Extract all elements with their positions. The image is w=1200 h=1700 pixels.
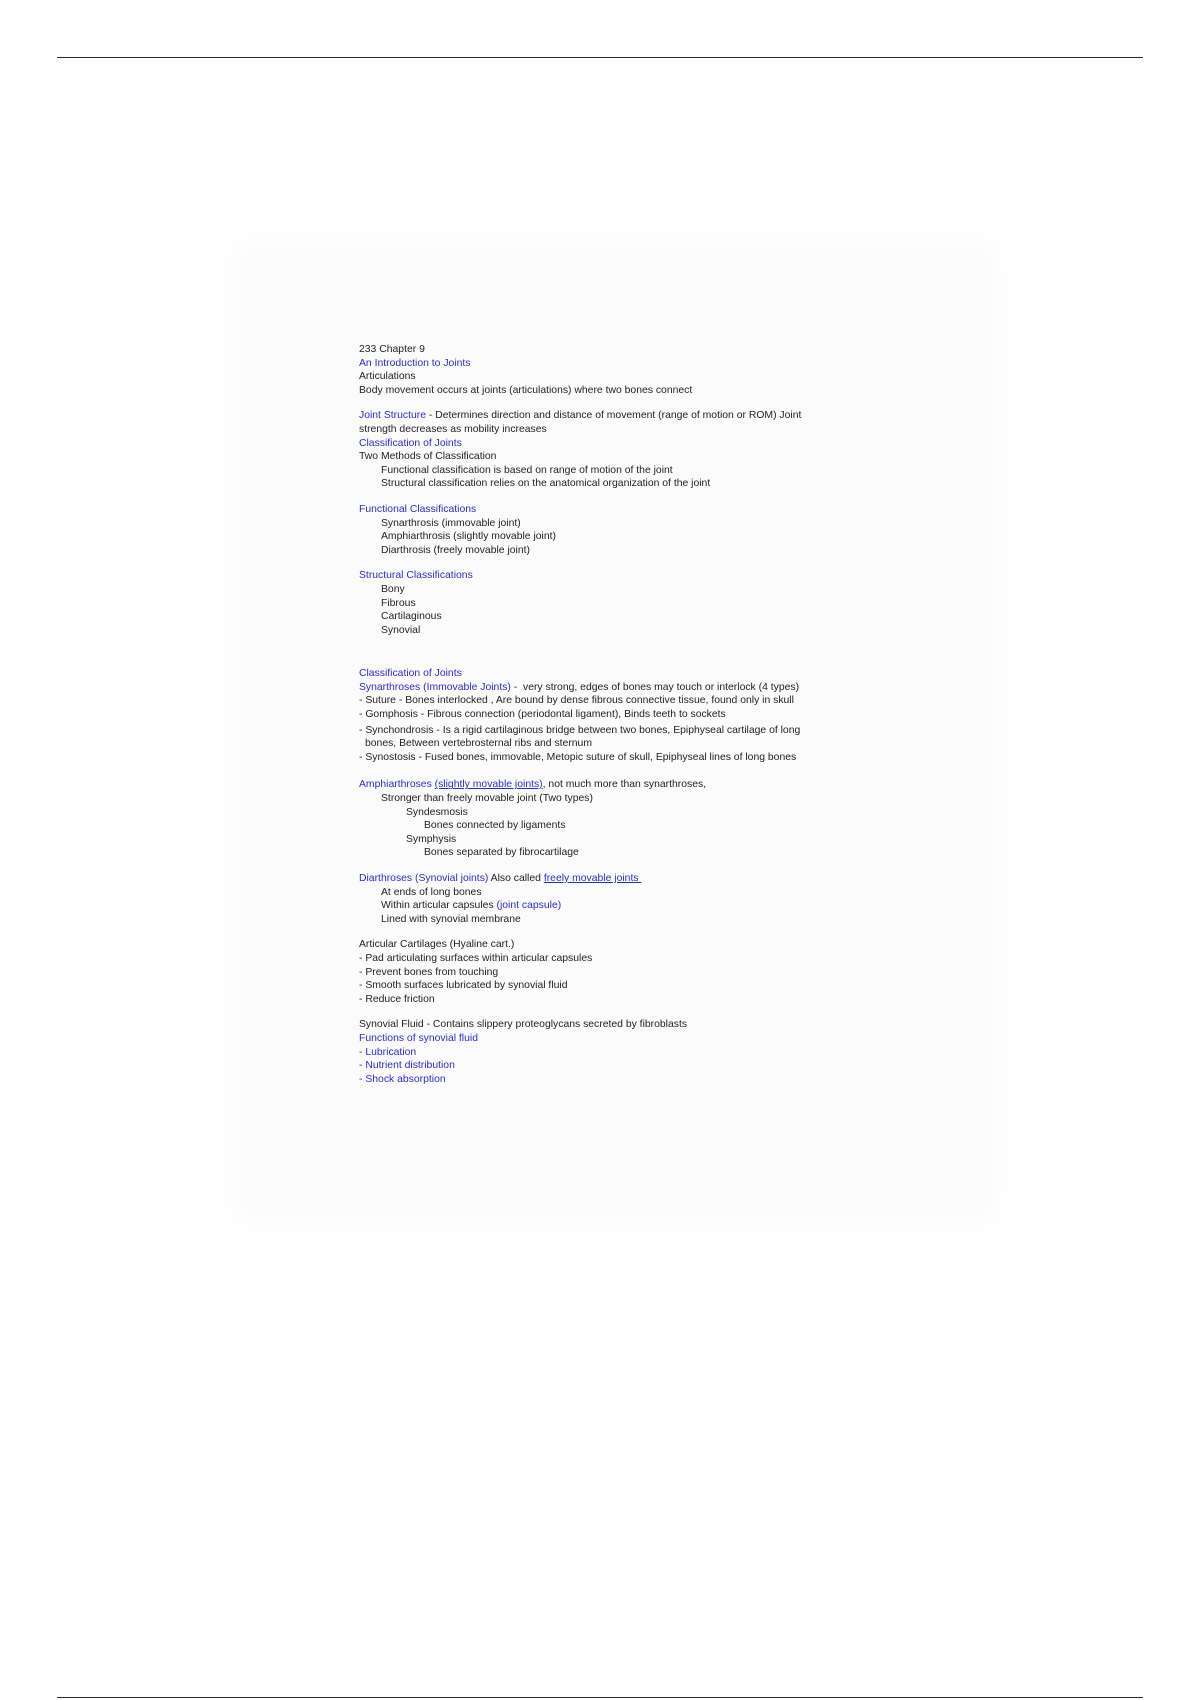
syndesmosis-desc: Bones connected by ligaments <box>424 820 566 832</box>
list-item: - Prevent bones from touching <box>359 966 499 978</box>
list-item: Fibrous <box>381 597 416 609</box>
cartilages-title: Articular Cartilages (Hyaline cart.) <box>359 939 515 951</box>
suture-line: - Suture - Bones interlocked , Are bound by dense fibrous connective tissue, found only in skull <box>359 695 794 707</box>
amphiarthroses-term: Amphiarthroses <box>359 779 435 791</box>
joint-structure-text-continued: strength decreases as mobility increases <box>359 423 547 435</box>
joint-structure-line <box>359 409 899 423</box>
list-item: - Lubrication <box>359 1046 417 1058</box>
classification-heading-2: Classification of Joints <box>359 668 462 680</box>
amphiarthroses-line <box>359 778 899 792</box>
document-body <box>359 343 899 1086</box>
amphiarthroses-desc: , not much more than synarthroses, <box>542 779 707 791</box>
diarthroses-line <box>359 872 899 886</box>
joint-structure-text: - Determines direction and distance of movement (range of motion or ROM) Joint <box>426 410 802 422</box>
list-item: - Pad articulating surfaces within articular capsules <box>359 952 593 964</box>
synchondrosis-line-continued: bones, Between vertebrosternal ribs and sternum <box>365 738 592 750</box>
synarthroses-desc: - very strong, edges of bones may touch or interlock (4 types) <box>510 681 800 693</box>
diarthroses-also: Also called <box>488 873 544 884</box>
joint-capsule-term: (joint capsule) <box>496 900 562 912</box>
list-item: - Nutrient distribution <box>359 1060 455 1072</box>
list-item: - Shock absorption <box>359 1073 446 1085</box>
diarthroses-at-ends: At ends of long bones <box>381 886 482 898</box>
classification-heading: Classification of Joints <box>359 437 462 449</box>
intro-line: Body movement occurs at joints (articulations) where two bones connect <box>359 384 693 396</box>
list-item: Amphiarthrosis (slightly movable joint) <box>381 531 556 543</box>
list-item: - Reduce friction <box>359 993 435 1005</box>
method-structural: Structural classification relies on the anatomical organization of the joint <box>381 478 711 490</box>
amphiarthroses-stronger: Stronger than freely movable joint (Two types) <box>381 793 593 805</box>
list-item: - Smooth surfaces lubricated by synovial fluid <box>359 980 568 992</box>
syndesmosis-label: Syndesmosis <box>406 806 468 818</box>
diarthroses-lined: Lined with synovial membrane <box>381 913 521 925</box>
synarthroses-term: Synarthroses (Immovable Joints) <box>359 681 511 693</box>
list-item: Synarthrosis (immovable joint) <box>381 517 521 529</box>
diarthroses-within-line <box>359 899 899 913</box>
methods-title: Two Methods of Classification <box>359 451 497 463</box>
amphiarthroses-link[interactable]: (slightly movable joints) <box>434 779 543 791</box>
list-item: Synovial <box>381 624 421 636</box>
symphysis-desc: Bones separated by fibrocartilage <box>424 847 579 859</box>
diarthroses-within: Within articular capsules <box>381 900 497 912</box>
freely-movable-link[interactable]: freely movable joints <box>543 873 642 884</box>
intro-heading: An Introduction to Joints <box>359 357 471 369</box>
list-item: Cartilaginous <box>381 611 442 623</box>
synchondrosis-line: - Synchondrosis - Is a rigid cartilaginous bridge between two bones, Epiphyseal cartilage of long <box>359 724 801 736</box>
structural-heading: Structural Classifications <box>359 570 473 582</box>
functional-heading: Functional Classifications <box>359 503 477 515</box>
gomphosis-line: - Gomphosis - Fibrous connection (periodontal ligament), Binds teeth to sockets <box>359 709 726 721</box>
symphysis-label: Symphysis <box>406 833 457 845</box>
joint-structure-term: Joint Structure <box>359 410 426 422</box>
bottom-rule <box>57 1697 1143 1698</box>
top-rule <box>57 57 1143 58</box>
synarthroses-line <box>359 681 899 695</box>
method-functional: Functional classification is based on range of motion of the joint <box>381 464 673 476</box>
chapter-label: 233 Chapter 9 <box>359 344 425 355</box>
intro-subheading: Articulations <box>359 371 416 383</box>
list-item: Bony <box>381 583 405 595</box>
list-item: Diarthrosis (freely movable joint) <box>381 544 530 556</box>
diarthroses-term: Diarthroses (Synovial joints) <box>359 873 489 884</box>
synovial-fluid-line: Synovial Fluid - Contains slippery proteoglycans secreted by fibroblasts <box>359 1019 688 1031</box>
synostosis-line: - Synostosis - Fused bones, immovable, Metopic suture of skull, Epiphyseal lines of long bones <box>359 751 797 763</box>
synovial-functions-heading: Functions of synovial fluid <box>359 1032 478 1044</box>
